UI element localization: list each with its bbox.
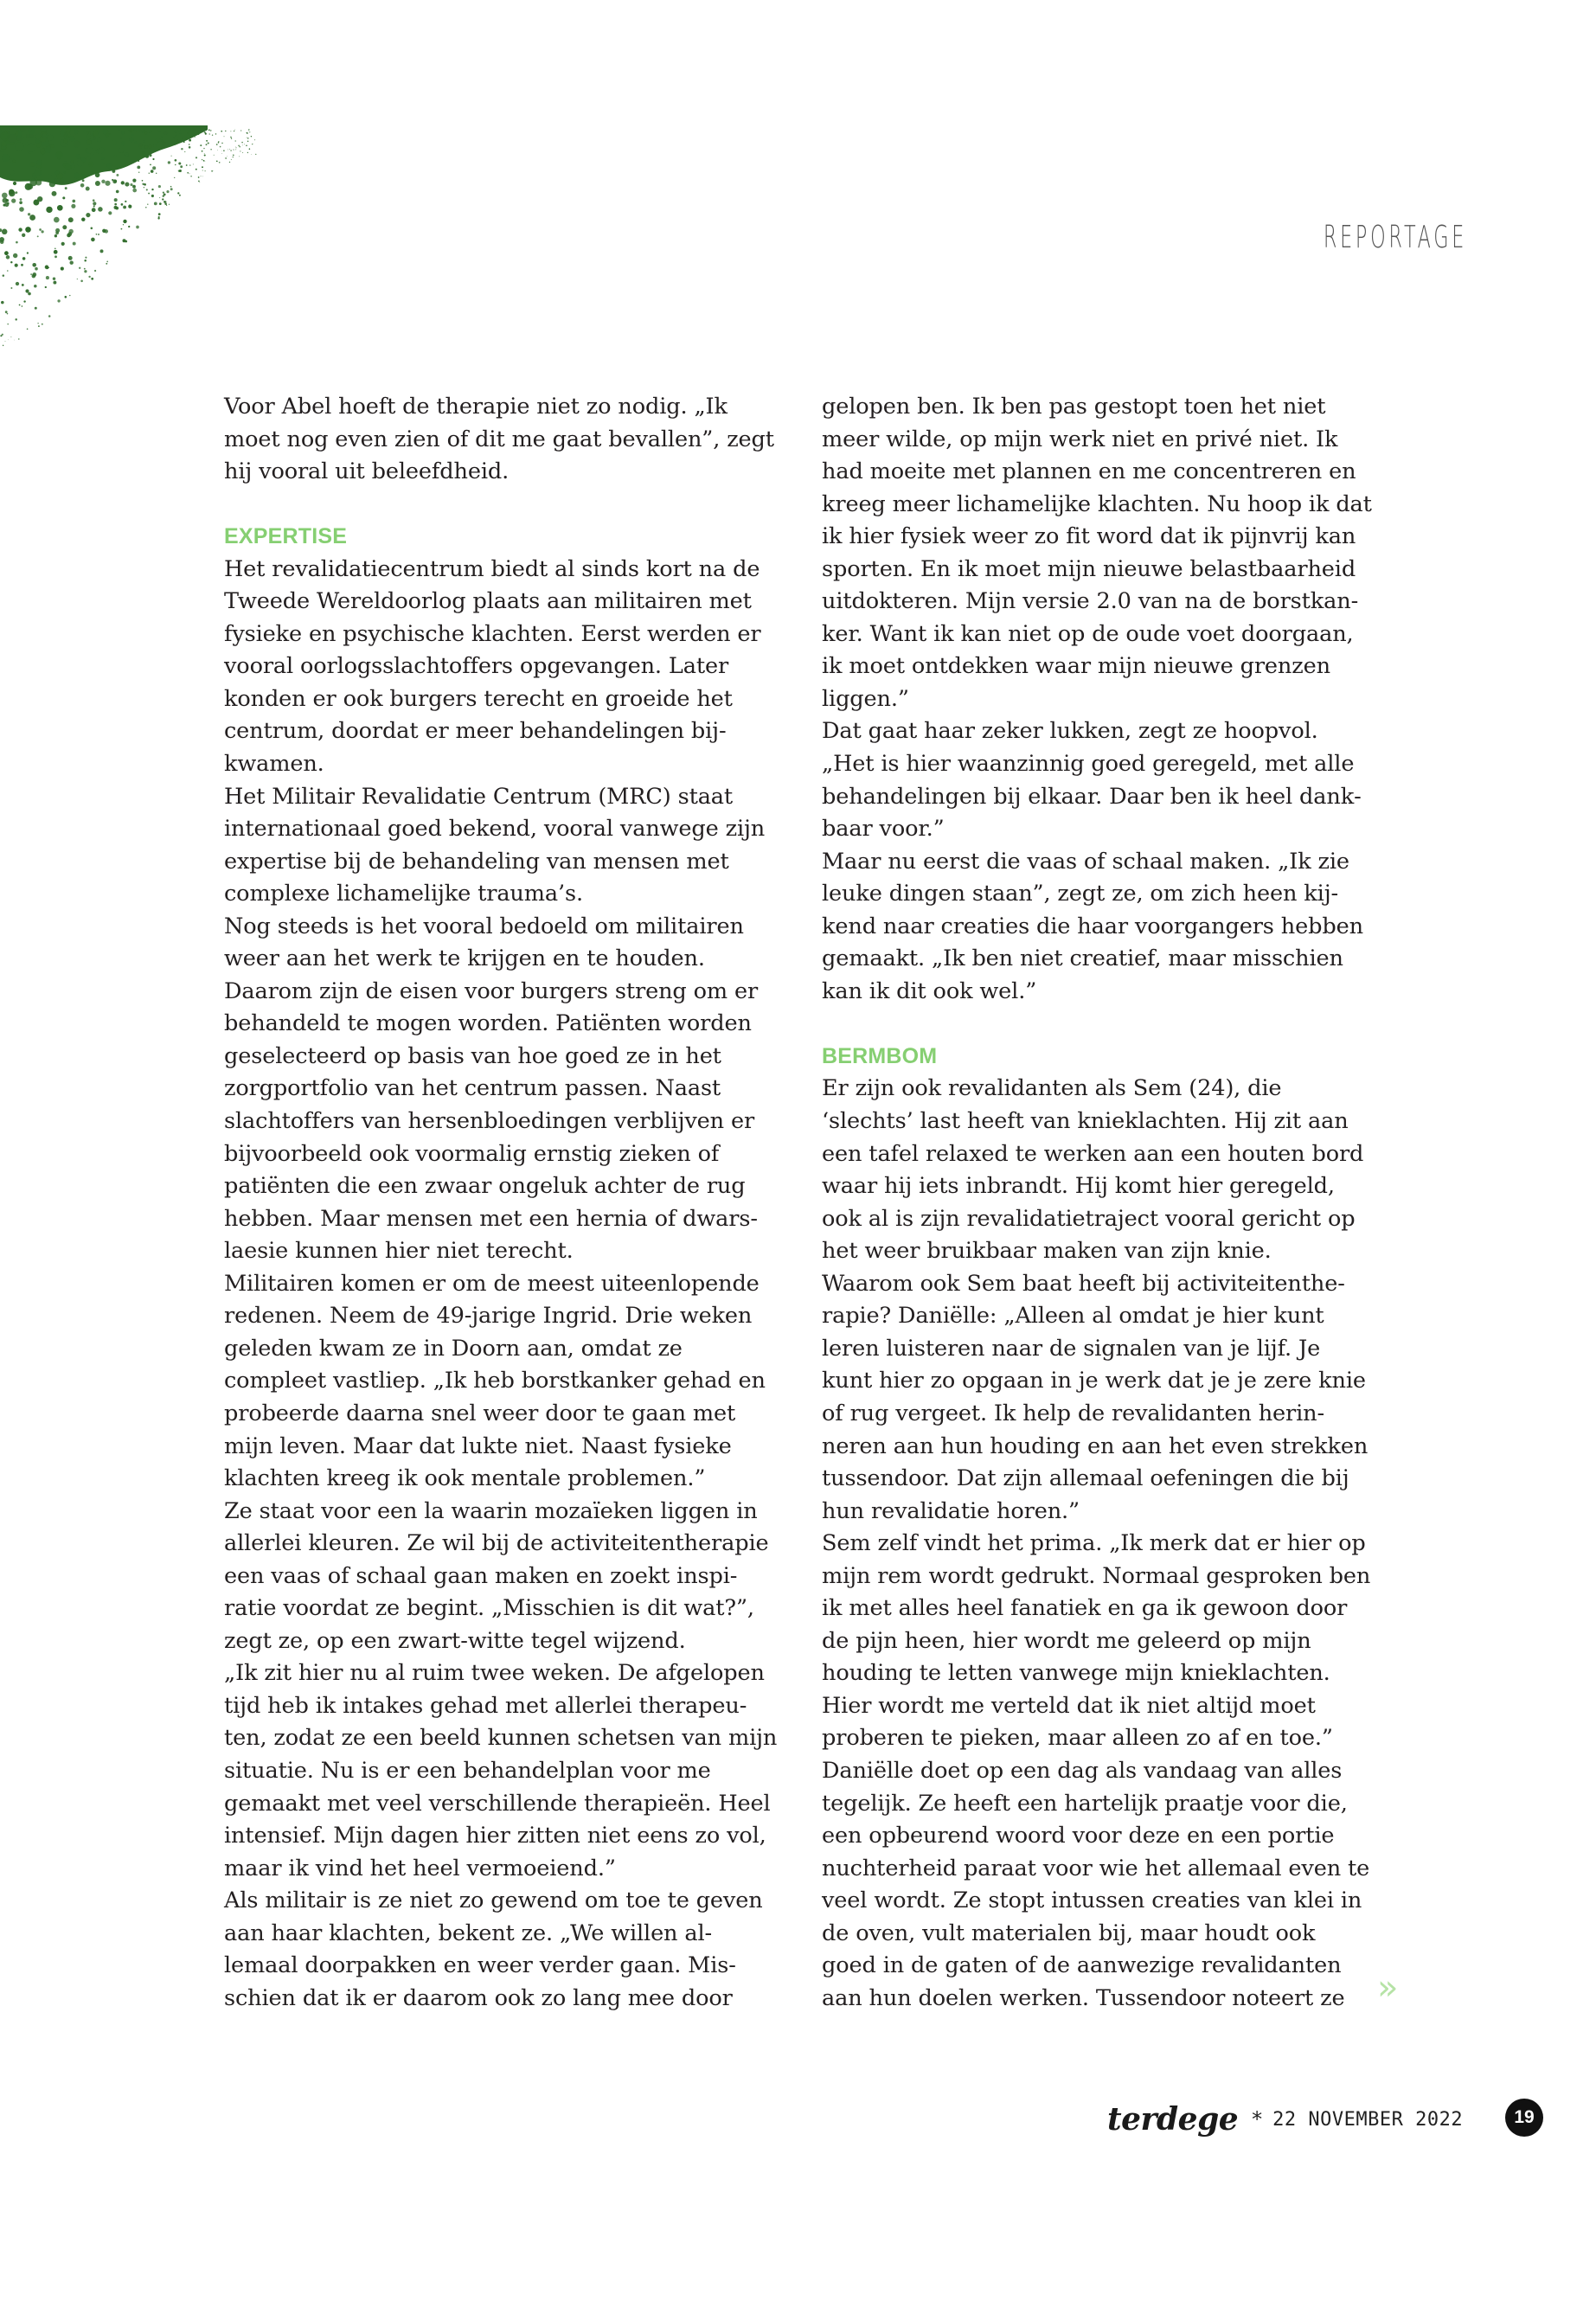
paragraph: gelopen ben. Ik ben pas gestopt toen het niet meer wilde, op mijn werk niet en privé niet. Ik had moeite met plannen en me concentreren en kreeg meer lichamelijke klachten. Nu hoop ik dat ik hier fysiek weer zo fit word dat ik pijnvrij kan sporten. En ik moet mijn nieuwe belastbaarheid uitdokteren. Mijn versie 2.0 van na de borstkanker. Want ik kan niet op de oude voet doorgaan, ik moet ontdekken waar mijn nieuwe grenzen liggen.” xyxy=(822,394,1372,712)
paragraph: Er zijn ook revalidanten als Sem (24), die ‘slechts’ last heeft van knieklachten. Hij zit aan een tafel relaxed te werken aan een houten bord waar hij iets inbrandt. Hij komt hier geregeld, ook al is zijn revalidatietraject vooral gericht op het weer bruikbaar maken van zijn knie. xyxy=(822,1075,1364,1265)
paragraph: Het Militair Revalidatie Centrum (MRC) staat internationaal goed bekend, vooral vanwege zijn expertise bij de behandeling van mensen met complexe lichamelijke trauma’s. xyxy=(224,783,766,907)
paragraph: Daniëlle doet op een dag als vandaag van alles tegelijk. Ze heeft een hartelijk praatje voor die, een opbeurend woord voor deze en een portie nuchterheid paraat voor wie het allemaal even te veel wordt. Ze stopt intussen creaties van klei in de oven, vult materialen bij, maar houdt ook goed in de gaten of de aanwezige revalidanten aan hun doelen werken. Tussendoor noteert ze xyxy=(822,1757,1370,2011)
double-chevron-right-icon: » xyxy=(1377,1968,1399,2008)
brand-logo: terdege xyxy=(1107,2101,1239,2138)
paragraph: „Ik zit hier nu al ruim twee weken. De afgelopen tijd heb ik intakes gehad met allerlei therapeuten, zodat ze een beeld kunnen schetsen van mijn situatie. Nu is er een behandelplan voor me gemaakt met veel verschillende therapieën. Heel intensief. Mijn dagen hier zitten niet eens zo vol, maar ik vind het heel vermoeiend.” xyxy=(224,1660,778,1881)
page-number-badge: 19 xyxy=(1505,2099,1543,2137)
paragraph: Ze staat voor een la waarin mozaïeken liggen in allerlei kleuren. Ze wil bij de activiteitentherapie een vaas of schaal gaan maken en zoekt inspiratie voordat ze begint. „Misschien is dit wat?”, zegt ze, op een zwart-witte tegel wijzend. xyxy=(224,1497,769,1654)
paragraph: Voor Abel hoeft de therapie niet zo nodig. „Ik moet nog even zien of dit me gaat bevallen”, zegt hij vooral uit beleefdheid. xyxy=(224,394,774,485)
article-column-left xyxy=(224,391,778,2015)
paragraph: Militairen komen er om de meest uiteenlopende redenen. Neem de 49-jarige Ingrid. Drie weken geleden kwam ze in Doorn aan, omdat ze compleet vastliep. „Ik heb borstkanker gehad en probeerde daarna snel weer door te gaan met mijn leven. Maar dat lukte niet. Naast fysieke klachten kreeg ik ook mentale problemen.” xyxy=(224,1270,766,1492)
section-label: REPORTAGE xyxy=(1323,220,1467,255)
splatter-icon xyxy=(0,0,277,381)
subheading-bermbom: BERMBOM xyxy=(822,1043,938,1068)
paragraph: Dat gaat haar zeker lukken, zegt ze hoopvol. „Het is hier waanzinnig goed geregeld, met alle behandelingen bij elkaar. Daar ben ik heel dankbaar voor.” xyxy=(822,718,1362,843)
article-column-right xyxy=(822,391,1375,2015)
paragraph: Maar nu eerst die vaas of schaal maken. „Ik zie leuke dingen staan”, zegt ze, om zich heen kijkend naar creaties die haar voorgangers hebben gemaakt. „Ik ben niet creatief, maar misschien kan ik dit ook wel.” xyxy=(822,848,1363,1004)
subheading-expertise: EXPERTISE xyxy=(224,524,348,549)
paragraph: Nog steeds is het vooral bedoeld om militairen weer aan het werk te krijgen en te houden. Daarom zijn de eisen voor burgers streng om er behandeld te mogen worden. Patiënten worden geselecteerd op basis van hoe goed ze in het zorgportfolio van het centrum passen. Naast slachtoffers van hersenbloedingen verblijven er bijvoorbeeld ook voormalig ernstig zieken of patiënten die een zwaar ongeluk achter de rug hebben. Maar mensen met een hernia of dwarslaesie kunnen hier niet terecht. xyxy=(224,913,759,1265)
paragraph: Waarom ook Sem baat heeft bij activiteitentherapie? Daniëlle: „Alleen al omdat je hier kunt leren luisteren naar de signalen van je lijf. Je kunt hier zo opgaan in je werk dat je je zere knie of rug vergeet. Ik help de revalidanten herinneren aan hun houding en aan het even strekken tussendoor. Dat zijn allemaal oefeningen die bij hun revalidatie horen.” xyxy=(822,1270,1368,1524)
asterisk-icon: * xyxy=(1252,2107,1263,2131)
page-footer xyxy=(1107,2093,1463,2145)
paragraph: Sem zelf vindt het prima. „Ik merk dat er hier op mijn rem wordt gedrukt. Normaal gesproken ben ik met alles heel fanatiek en ga ik gewoon door de pijn heen, hier wordt me geleerd op mijn houding te letten vanwege mijn knieklachten. Hier wordt me verteld dat ik niet altijd moet proberen te pieken, maar alleen zo af en toe.” xyxy=(822,1530,1371,1752)
issue-date: 22 NOVEMBER 2022 xyxy=(1272,2108,1464,2131)
paragraph: Het revalidatiecentrum biedt al sinds kort na de Tweede Wereldoorlog plaats aan militairen met fysieke en psychische klachten. Eerst werden er vooral oorlogsslachtoffers opgevangen. Later konden er ook burgers terecht en groeide het centrum, doordat er meer behandelingen bijkwamen. xyxy=(224,555,761,778)
paragraph: Als militair is ze niet zo gewend om toe te geven aan haar klachten, bekent ze. „We willen allemaal doorpakken en weer verder gaan. Misschien dat ik er daarom ook zo lang mee door xyxy=(224,1888,763,2011)
